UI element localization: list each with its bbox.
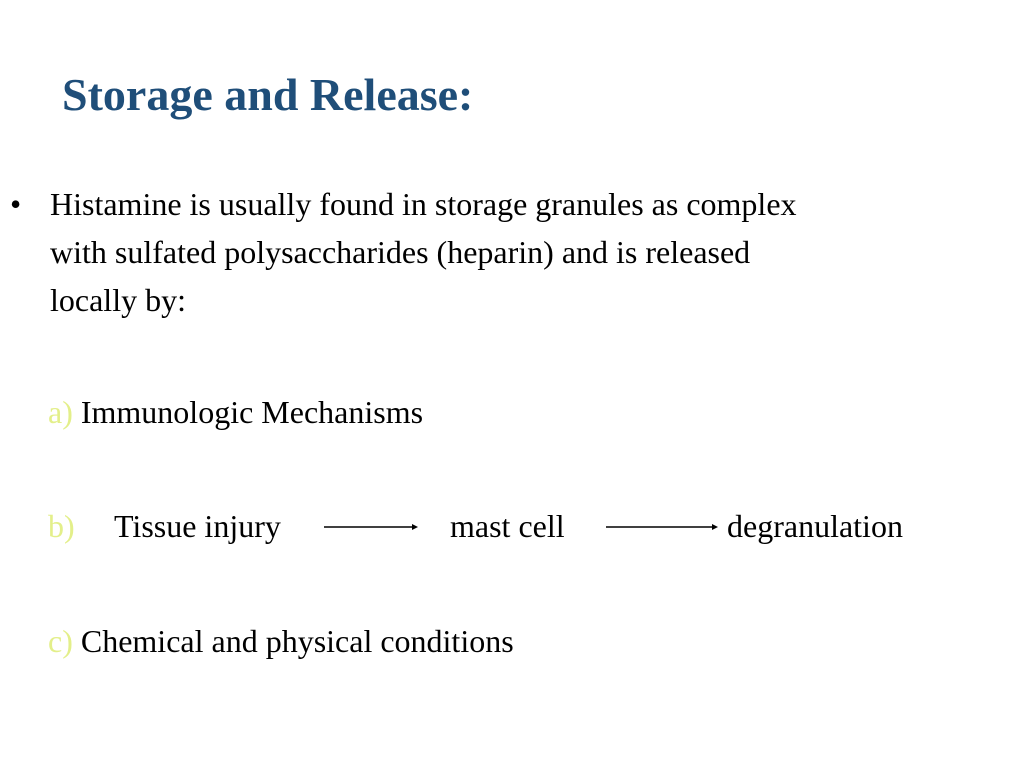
flow-step-tissue-injury: Tissue injury — [114, 508, 281, 544]
bullet-marker: • — [10, 186, 22, 222]
bullet-line-3: locally by: — [50, 282, 186, 318]
right-arrow-icon — [324, 524, 418, 530]
sub-item-a-marker: a) — [48, 394, 73, 430]
sub-item-c-marker: c) — [48, 623, 73, 659]
sub-item-a-text: Immunologic Mechanisms — [80, 394, 424, 430]
bullet-line-2: with sulfated polysaccharides (heparin) and is released — [50, 234, 751, 270]
flow-step-degranulation: degranulation — [727, 508, 903, 544]
right-arrow-icon — [606, 524, 718, 530]
sub-item-b — [48, 502, 1008, 550]
slide-title: Storage and Release: — [62, 69, 474, 120]
flow-step-mast-cell: mast cell — [450, 508, 565, 544]
sub-item-b-marker: b) — [48, 508, 75, 544]
sub-item-c-text: Chemical and physical conditions — [80, 623, 514, 659]
sub-item-a — [48, 388, 423, 436]
sub-item-c — [48, 617, 514, 665]
bullet-line-1: Histamine is usually found in storage granules as complex — [50, 186, 797, 222]
